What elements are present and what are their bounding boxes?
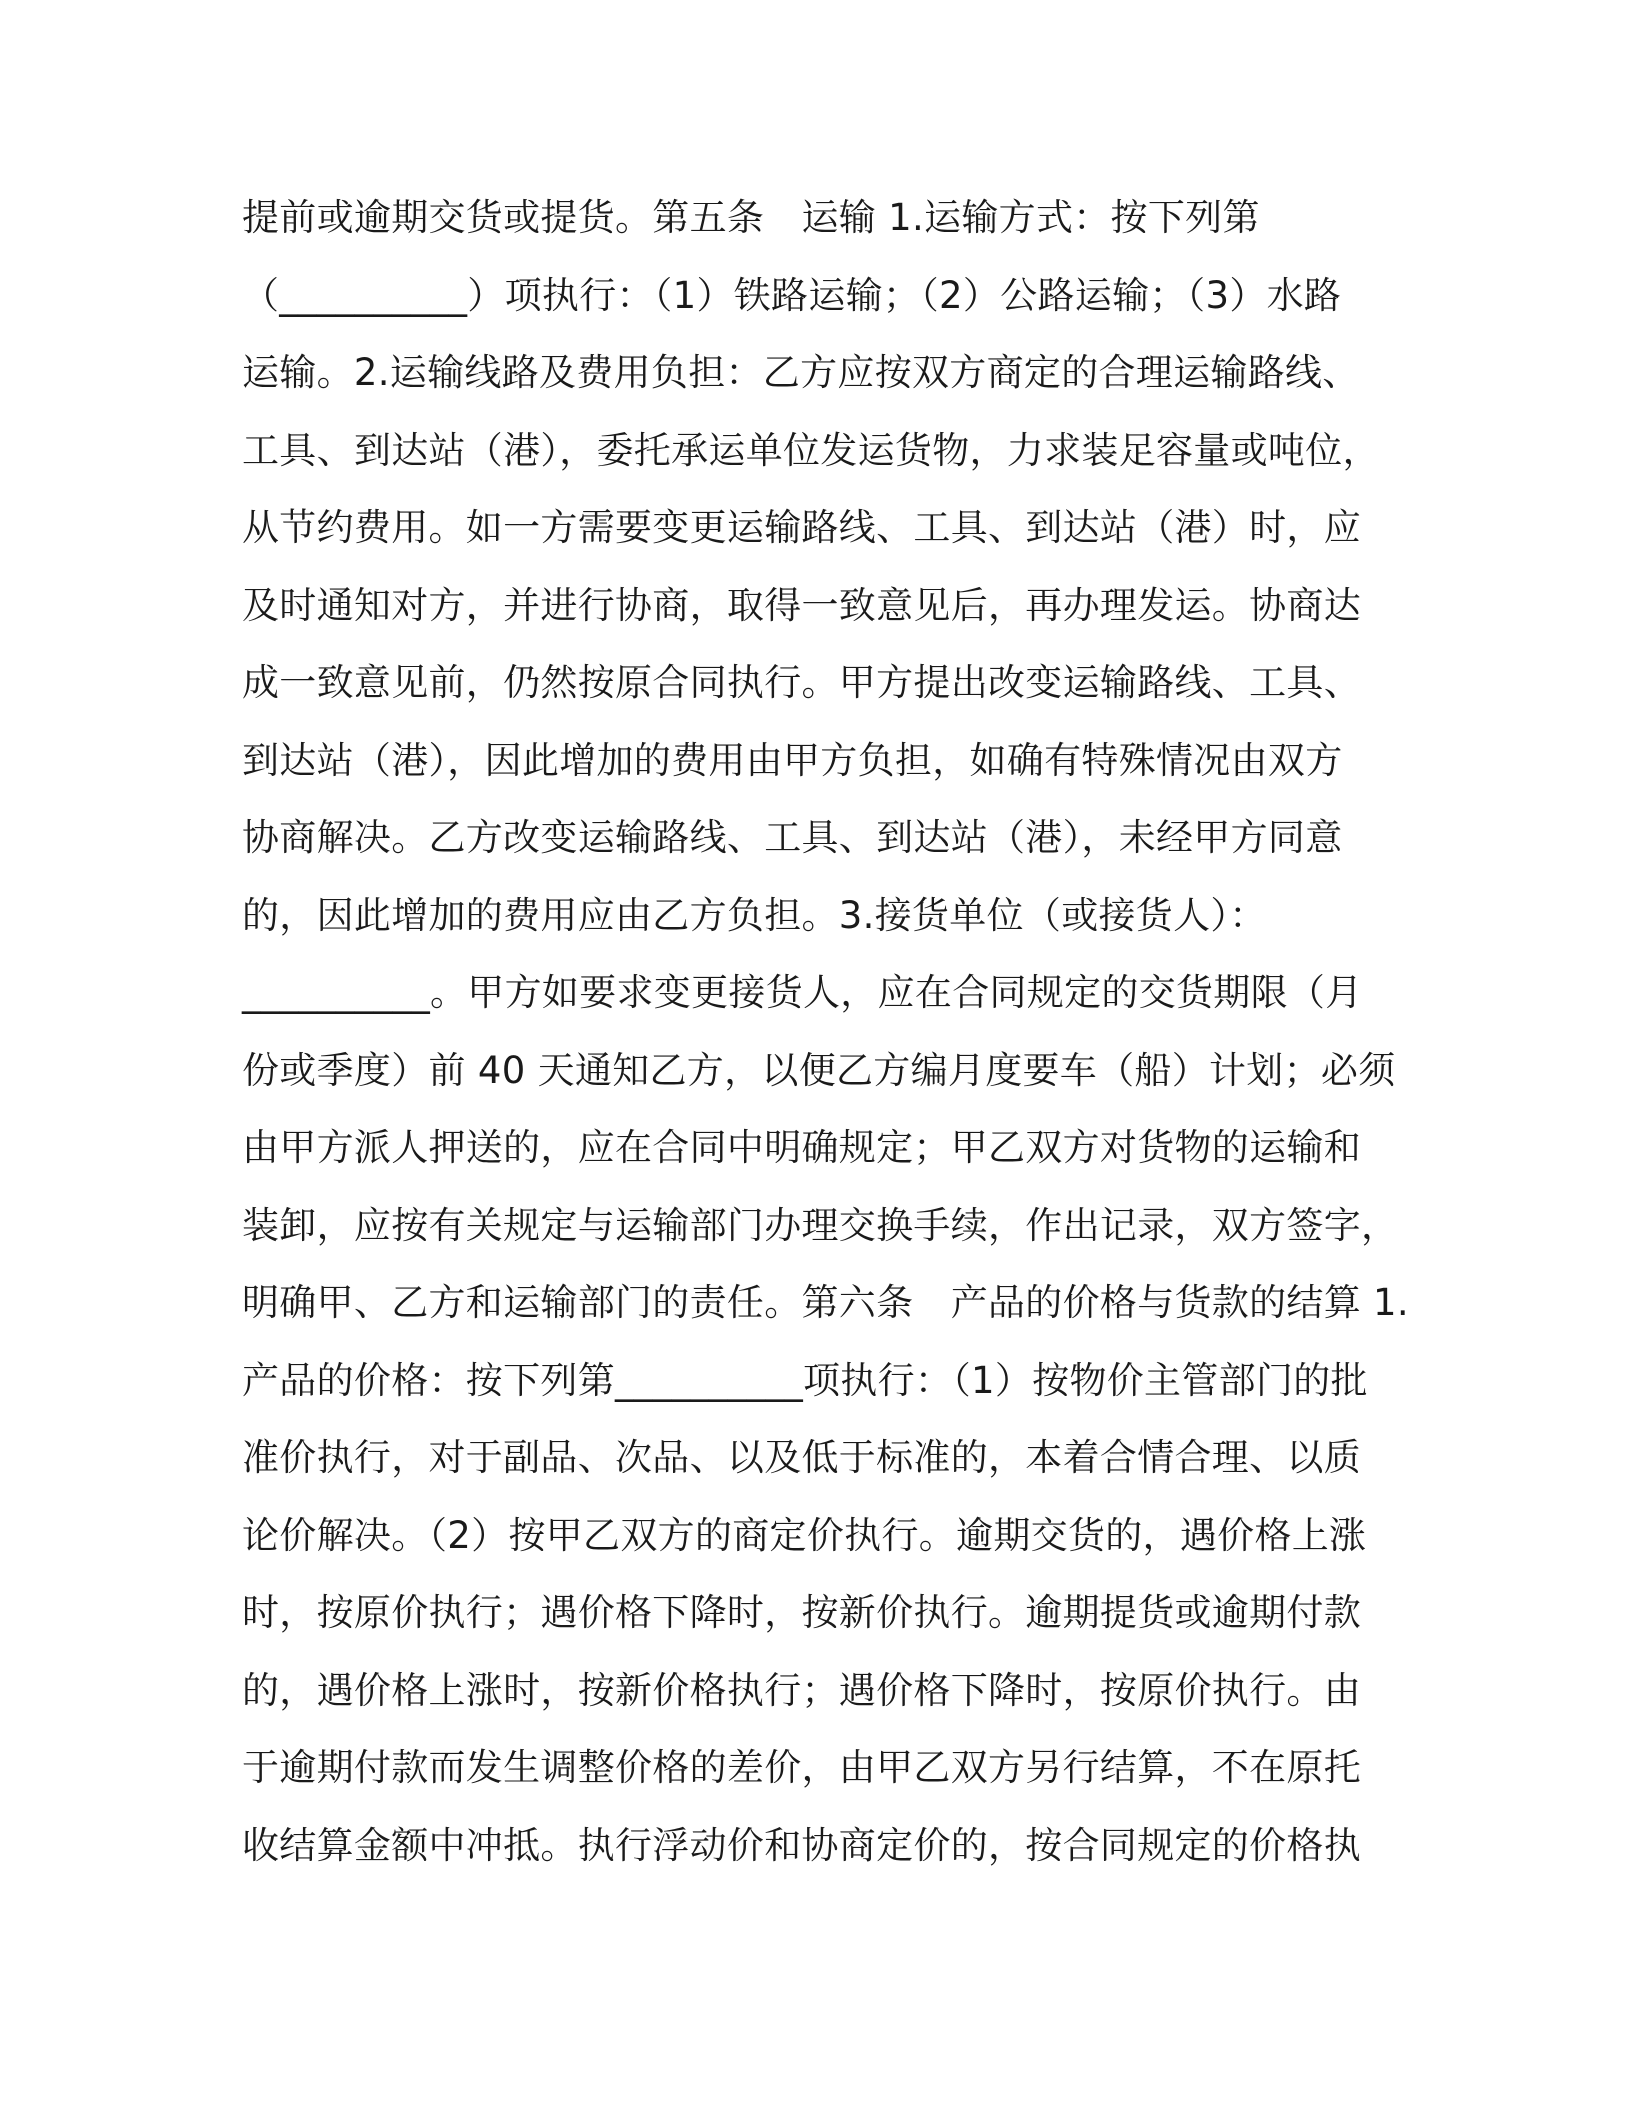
text-line-11: __________。甲方如要求变更接货人，应在合同规定的交货期限（月 <box>242 971 1363 1014</box>
text-line-9: 协商解决。乙方改变运输路线、工具、到达站（港），未经甲方同意 <box>242 816 1343 859</box>
text-line-5: 从节约费用。如一方需要变更运输路线、工具、到达站（港）时，应 <box>242 506 1361 549</box>
text-line-15: 明确甲、乙方和运输部门的责任。第六条 产品的价格与货款的结算 1. <box>242 1281 1409 1324</box>
text-line-20: 的，遇价格上涨时，按新价格执行；遇价格下降时，按原价执行。由 <box>242 1668 1361 1712</box>
text-line-22: 收结算金额中冲抵。执行浮动价和协商定价的，按合同规定的价格执 <box>242 1823 1361 1867</box>
text-line-6: 及时通知对方，并进行协商，取得一致意见后，再办理发运。协商达 <box>242 583 1361 627</box>
text-line-12: 份或季度）前 40 天通知乙方，以便乙方编月度要车（船）计划；必须 <box>242 1048 1396 1092</box>
text-line-21: 于逾期付款而发生调整价格的差价，由甲乙双方另行结算，不在原托 <box>242 1746 1361 1789</box>
text-line-8: 到达站（港），因此增加的费用由甲方负担，如确有特殊情况由双方 <box>242 738 1343 782</box>
text-line-3: 运输。2.运输线路及费用负担：乙方应按双方商定的合理运输路线、 <box>242 351 1360 394</box>
text-line-1: 提前或逾期交货或提货。第五条 运输 1.运输方式：按下列第 <box>242 196 1260 239</box>
text-line-18: 论价解决。（2）按甲乙双方的商定价执行。逾期交货的，遇价格上涨 <box>242 1513 1367 1557</box>
text-line-16: 产品的价格：按下列第__________项执行：（1）按物价主管部门的批 <box>242 1358 1368 1402</box>
text-line-14: 装卸，应按有关规定与运输部门办理交换手续，作出记录，双方签字， <box>242 1203 1399 1247</box>
text-line-13: 由甲方派人押送的，应在合同中明确规定；甲乙双方对货物的运输和 <box>242 1126 1361 1169</box>
text-line-10: 的，因此增加的费用应由乙方负担。3.接货单位（或接货人）： <box>242 893 1267 937</box>
text-line-17: 准价执行，对于副品、次品、以及低于标准的，本着合情合理、以质 <box>242 1436 1361 1479</box>
text-line-4: 工具、到达站（港），委托承运单位发运货物，力求装足容量或吨位， <box>242 428 1380 472</box>
text-line-19: 时，按原价执行；遇价格下降时，按新价执行。逾期提货或逾期付款 <box>242 1591 1361 1634</box>
text-line-7: 成一致意见前，仍然按原合同执行。甲方提出改变运输路线、工具、 <box>242 661 1361 704</box>
contract-body-text <box>242 188 1452 1893</box>
text-line-2: （__________）项执行：（1）铁路运输；（2）公路运输；（3）水路 <box>242 273 1342 317</box>
